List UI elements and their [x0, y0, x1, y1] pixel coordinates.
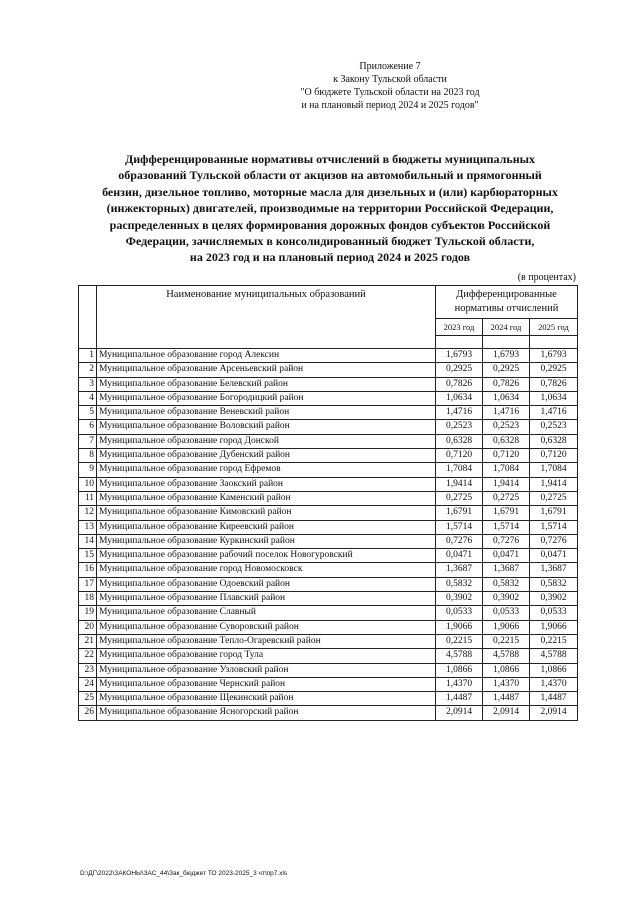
municipality-name: Муниципальное образование город Донской: [97, 434, 436, 448]
row-number: 14: [79, 534, 97, 548]
year-header-spacer: [436, 336, 483, 349]
row-number: 12: [79, 506, 97, 520]
municipality-name: Муниципальное образование Кимовский район: [97, 506, 436, 520]
title-line: бензин, дизельное топливо, моторные масла для дизельных и (или) карбюраторных: [102, 184, 558, 199]
row-number: 23: [79, 663, 97, 677]
table-row: [79, 434, 578, 448]
row-number: 22: [79, 649, 97, 663]
table-row: [79, 649, 578, 663]
appendix-header: [270, 60, 510, 112]
norm-2025: 1,6791: [530, 506, 578, 520]
row-number: 18: [79, 592, 97, 606]
municipality-name: Муниципальное образование Богородицкий район: [97, 391, 436, 405]
table-row: [79, 606, 578, 620]
norm-2024: 2,0914: [483, 706, 530, 720]
title-line: образований Тульской области от акцизов на автомобильный и прямогонный: [118, 168, 542, 183]
table-row: [79, 692, 578, 706]
norm-2024: 0,7276: [483, 534, 530, 548]
municipality-name: Муниципальное образование Воловский район: [97, 420, 436, 434]
row-number: 10: [79, 477, 97, 491]
table-row: [79, 677, 578, 691]
title-line: распределенных в целях формирования дорожных фондов субъектов Российской: [109, 217, 551, 232]
title-line: Федерации, зачисляемых в консолидированный бюджет Тульской области,: [125, 234, 535, 249]
norm-2024: 1,6793: [483, 349, 530, 363]
number-column-header: [79, 286, 97, 349]
row-number: 9: [79, 463, 97, 477]
norm-2025: 1,6793: [530, 349, 578, 363]
year-header-spacer: [483, 336, 530, 349]
municipality-name: Муниципальное образование Плавский район: [97, 592, 436, 606]
municipality-name: Муниципальное образование город Алексин: [97, 349, 436, 363]
norm-2023: 0,2523: [436, 420, 483, 434]
norm-2023: 1,5714: [436, 520, 483, 534]
municipality-name: Муниципальное образование Заокский район: [97, 477, 436, 491]
row-number: 8: [79, 449, 97, 463]
norm-2024: 1,5714: [483, 520, 530, 534]
norm-2023: 1,4716: [436, 406, 483, 420]
norms-column-header: [436, 286, 578, 319]
norm-2023: 0,7120: [436, 449, 483, 463]
norm-2024: 1,0634: [483, 391, 530, 405]
table-row: [79, 534, 578, 548]
municipality-name: Муниципальное образование Каменский район: [97, 491, 436, 505]
row-number: 20: [79, 620, 97, 634]
norm-2023: 0,7826: [436, 377, 483, 391]
norm-2023: 1,6791: [436, 506, 483, 520]
table-row: [79, 463, 578, 477]
municipality-name: Муниципальное образование рабочий поселок Новогуровский: [97, 549, 436, 563]
norm-2023: 1,6793: [436, 349, 483, 363]
municipality-name: Муниципальное образование Арсеньевский район: [97, 363, 436, 377]
norm-2023: 0,5832: [436, 577, 483, 591]
row-number: 15: [79, 549, 97, 563]
norm-2025: 1,4487: [530, 692, 578, 706]
table-row: [79, 706, 578, 720]
norm-2024: 0,7120: [483, 449, 530, 463]
municipality-name: Муниципальное образование город Тула: [97, 649, 436, 663]
norm-2023: 2,0914: [436, 706, 483, 720]
norm-2025: 0,5832: [530, 577, 578, 591]
row-number: 26: [79, 706, 97, 720]
municipality-name: Муниципальное образование Киреевский район: [97, 520, 436, 534]
norm-2025: 0,2725: [530, 491, 578, 505]
row-number: 11: [79, 491, 97, 505]
municipality-name: Муниципальное образование Узловский район: [97, 663, 436, 677]
name-header-label: Наименование муниципальных образований: [166, 289, 366, 300]
table-row: [79, 577, 578, 591]
row-number: 24: [79, 677, 97, 691]
norm-2025: 0,6328: [530, 434, 578, 448]
table-row: [79, 663, 578, 677]
table-body: [79, 349, 578, 721]
norm-2025: 0,2523: [530, 420, 578, 434]
row-number: 16: [79, 563, 97, 577]
table-row: [79, 506, 578, 520]
norm-2024: 0,6328: [483, 434, 530, 448]
norm-2023: 0,6328: [436, 434, 483, 448]
norm-2024: 1,4370: [483, 677, 530, 691]
norm-2023: 1,7084: [436, 463, 483, 477]
norm-2024: 0,0471: [483, 549, 530, 563]
municipality-name: Муниципальное образование город Новомосковск: [97, 563, 436, 577]
table-row: [79, 420, 578, 434]
norm-2024: 1,4716: [483, 406, 530, 420]
municipality-name: Муниципальное образование Дубенский район: [97, 449, 436, 463]
norm-2023: 0,2725: [436, 491, 483, 505]
row-number: 21: [79, 634, 97, 648]
norm-2025: 0,3902: [530, 592, 578, 606]
norm-2023: 1,3687: [436, 563, 483, 577]
row-number: 4: [79, 391, 97, 405]
norm-2023: 0,0471: [436, 549, 483, 563]
row-number: 13: [79, 520, 97, 534]
norm-2024: 1,9414: [483, 477, 530, 491]
norm-2024: 1,3687: [483, 563, 530, 577]
norm-2025: 1,0634: [530, 391, 578, 405]
norm-2023: 1,0866: [436, 663, 483, 677]
norm-2024: 0,2215: [483, 634, 530, 648]
norm-2025: 0,0533: [530, 606, 578, 620]
municipality-name: Муниципальное образование Щекинский район: [97, 692, 436, 706]
norm-2025: 1,9414: [530, 477, 578, 491]
norm-2025: 1,9066: [530, 620, 578, 634]
table-row: [79, 391, 578, 405]
row-number: 25: [79, 692, 97, 706]
name-column-header: [97, 286, 436, 349]
norm-2024: 0,7826: [483, 377, 530, 391]
norms-header-line: Дифференцированные: [456, 289, 557, 300]
row-number: 7: [79, 434, 97, 448]
norm-2025: 0,2215: [530, 634, 578, 648]
norm-2023: 0,2925: [436, 363, 483, 377]
title-line: на 2023 год и на плановый период 2024 и 2025 годов: [189, 250, 471, 265]
title-line: Дифференцированные нормативы отчислений в бюджеты муниципальных: [125, 152, 535, 166]
municipality-name: Муниципальное образование Веневский район: [97, 406, 436, 420]
row-number: 19: [79, 606, 97, 620]
row-number: 5: [79, 406, 97, 420]
row-number: 6: [79, 420, 97, 434]
norm-2023: 1,4487: [436, 692, 483, 706]
municipality-name: Муниципальное образование Белевский район: [97, 377, 436, 391]
table-row: [79, 377, 578, 391]
municipality-name: Муниципальное образование Ясногорский район: [97, 706, 436, 720]
table-row: [79, 592, 578, 606]
municipality-name: Муниципальное образование город Ефремов: [97, 463, 436, 477]
table-row: [79, 477, 578, 491]
norm-2023: 1,9414: [436, 477, 483, 491]
norm-2023: 0,0533: [436, 606, 483, 620]
norm-2025: 1,0866: [530, 663, 578, 677]
year-header-2024: 2024 год: [483, 319, 530, 336]
appendix-law-ref: к Закону Тульской области: [333, 74, 447, 85]
norm-2025: 0,2925: [530, 363, 578, 377]
document-title: [80, 151, 580, 266]
municipality-name: Муниципальное образование Славный: [97, 606, 436, 620]
municipality-name: Муниципальное образование Тепло-Огаревский район: [97, 634, 436, 648]
norm-2024: 1,0866: [483, 663, 530, 677]
table-row: [79, 449, 578, 463]
norm-2025: 0,7276: [530, 534, 578, 548]
norm-2024: 1,4487: [483, 692, 530, 706]
norm-2025: 1,4370: [530, 677, 578, 691]
norm-2023: 0,2215: [436, 634, 483, 648]
row-number: 1: [79, 349, 97, 363]
appendix-law-period: и на плановый период 2024 и 2025 годов": [301, 100, 479, 111]
norm-2023: 1,4370: [436, 677, 483, 691]
row-number: 17: [79, 577, 97, 591]
row-number: 3: [79, 377, 97, 391]
norms-table: [78, 285, 578, 721]
norm-2024: 1,9066: [483, 620, 530, 634]
table-row: [79, 406, 578, 420]
municipality-name: Муниципальное образование Одоевский район: [97, 577, 436, 591]
norm-2024: 0,0533: [483, 606, 530, 620]
norm-2024: 4,5788: [483, 649, 530, 663]
table-row: [79, 549, 578, 563]
norm-2023: 1,0634: [436, 391, 483, 405]
year-header-2025: 2025 год: [530, 319, 578, 336]
norm-2025: 1,7084: [530, 463, 578, 477]
table-row: [79, 634, 578, 648]
table-row: [79, 563, 578, 577]
municipality-name: Муниципальное образование Чернский район: [97, 677, 436, 691]
norms-header-line: нормативы отчислений: [454, 303, 559, 314]
units-label: (в процентах): [517, 272, 576, 283]
table-row: [79, 620, 578, 634]
row-number: 2: [79, 363, 97, 377]
norm-2023: 4,5788: [436, 649, 483, 663]
appendix-law-title: "О бюджете Тульской области на 2023 год: [300, 87, 480, 98]
norm-2024: 0,2725: [483, 491, 530, 505]
norm-2025: 1,4716: [530, 406, 578, 420]
table-row: [79, 520, 578, 534]
norm-2024: 0,5832: [483, 577, 530, 591]
norm-2024: 0,2925: [483, 363, 530, 377]
appendix-number: Приложение 7: [359, 61, 421, 72]
year-header-spacer: [530, 336, 578, 349]
norm-2023: 1,9066: [436, 620, 483, 634]
norm-2025: 0,7120: [530, 449, 578, 463]
year-header-2023: 2023 год: [436, 319, 483, 336]
table-row: [79, 491, 578, 505]
norm-2024: 1,7084: [483, 463, 530, 477]
title-line: (инжекторных) двигателей, производимые на территории Российской Федерации,: [106, 201, 554, 216]
norm-2024: 1,6791: [483, 506, 530, 520]
norm-2025: 0,7826: [530, 377, 578, 391]
table-row: [79, 363, 578, 377]
municipality-name: Муниципальное образование Куркинский район: [97, 534, 436, 548]
norm-2025: 0,0471: [530, 549, 578, 563]
norm-2025: 2,0914: [530, 706, 578, 720]
table-row: [79, 349, 578, 363]
norm-2025: 4,5788: [530, 649, 578, 663]
norm-2025: 1,3687: [530, 563, 578, 577]
municipality-name: Муниципальное образование Суворовский район: [97, 620, 436, 634]
norm-2024: 0,2523: [483, 420, 530, 434]
norm-2024: 0,3902: [483, 592, 530, 606]
norm-2023: 0,3902: [436, 592, 483, 606]
file-path-footer: D:\ДГ\2022\ЗАКОНЫ\ЗАС_44\Зак_бюджет ТО 2023-2025_3 чт\пр7.xls: [80, 870, 288, 877]
norm-2025: 1,5714: [530, 520, 578, 534]
norm-2023: 0,7276: [436, 534, 483, 548]
